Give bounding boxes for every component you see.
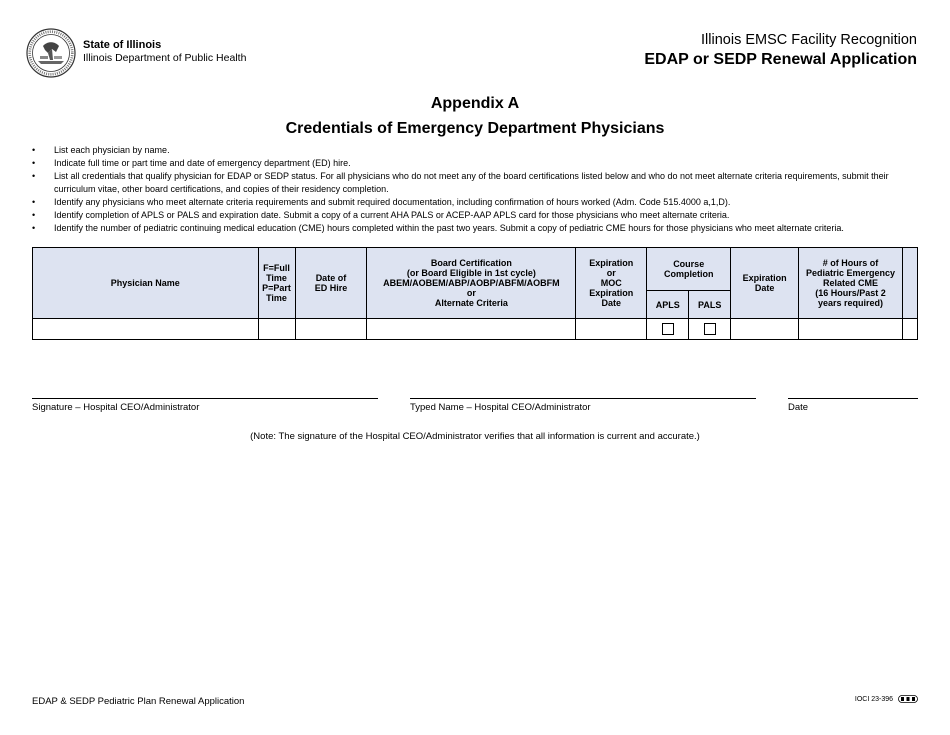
time-status-cell[interactable]: [258, 319, 295, 340]
board-certification-cell[interactable]: [367, 319, 576, 340]
table-row: [33, 319, 918, 340]
pals-cell: [689, 319, 731, 340]
form-title: EDAP or SEDP Renewal Application: [644, 51, 917, 68]
signature-label: Signature – Hospital CEO/Administrator: [32, 402, 200, 413]
physician-name-cell[interactable]: [33, 319, 259, 340]
apls-cell: [647, 319, 689, 340]
instruction-item: • List each physician by name.: [32, 144, 922, 157]
apls-checkbox[interactable]: [662, 323, 674, 335]
program-name: Illinois EMSC Facility Recognition: [701, 32, 917, 48]
department-name: Illinois Department of Public Health: [83, 52, 247, 64]
footer-form-name: EDAP & SEDP Pediatric Plan Renewal Application: [32, 696, 245, 707]
illinois-state-seal: [26, 28, 76, 78]
appendix-title: Appendix A: [430, 95, 520, 112]
instruction-item: • Identify the number of pediatric continuing medical education (CME) hours completed within the past two years. Submit a copy of pediatric CME hours for those physicians who meet alternate criteria.: [32, 222, 922, 235]
date-line[interactable]: [788, 398, 918, 399]
footer-form-code: IOCI 23-396: [855, 695, 918, 703]
col-header-course-expiration: Expiration Date: [731, 248, 799, 319]
spacer-cell: [902, 319, 917, 340]
page-title: Credentials of Emergency Department Physicians: [285, 120, 665, 137]
col-header-apls: APLS: [647, 291, 689, 319]
col-header-pals: PALS: [689, 291, 731, 319]
col-header-physician-name: Physician Name: [33, 248, 259, 319]
signature-note: (Note: The signature of the Hospital CEO/Administrator verifies that all information is current and accurate.): [250, 431, 700, 442]
physician-credentials-table: [32, 247, 918, 340]
col-header-time-status: F=Full Time P=Part Time: [258, 248, 295, 319]
moc-expiration-cell[interactable]: [576, 319, 647, 340]
instructions-list: [32, 144, 922, 235]
agency-name: State of Illinois: [83, 39, 162, 51]
cme-hours-cell[interactable]: [799, 319, 903, 340]
instruction-item: • Identify completion of APLS or PALS and expiration date. Submit a copy of a current AHA PALS or ACEP-AAP APLS card for those physicians who meet alternate criteria.: [32, 209, 922, 222]
date-label: Date: [788, 402, 809, 413]
ed-hire-date-cell[interactable]: [295, 319, 367, 340]
course-expiration-cell[interactable]: [731, 319, 799, 340]
typed-name-label: Typed Name – Hospital CEO/Administrator: [410, 402, 591, 413]
col-header-board-certification: Board Certification (or Board Eligible in 1st cycle) ABEM/AOBEM/ABP/AOBP/ABFM/AOBFM or Alternate Criteria: [367, 248, 576, 319]
signature-line[interactable]: [32, 398, 378, 399]
instruction-item: • List all credentials that qualify physician for EDAP or SEDP status. For all physicians who do not meet any of the board certifications listed below and who do not meet alternate criteria requirements, submit their curriculum vitae, other board certifications, and copies of their residency completion.: [32, 170, 922, 196]
col-header-course-completion: Course Completion: [647, 248, 731, 291]
col-header-moc-expiration: Expiration or MOC Expiration Date: [576, 248, 647, 319]
col-header-spacer: [902, 248, 917, 319]
pals-checkbox[interactable]: [704, 323, 716, 335]
instruction-item: • Indicate full time or part time and date of emergency department (ED) hire.: [32, 157, 922, 170]
col-header-cme-hours: # of Hours of Pediatric Emergency Related CME (16 Hours/Past 2 years required): [799, 248, 903, 319]
col-header-ed-hire-date: Date of ED Hire: [295, 248, 367, 319]
typed-name-line[interactable]: [410, 398, 756, 399]
instruction-item: • Identify any physicians who meet alternate criteria requirements and submit required documentation, including confirmation of hours worked (Adm. Code 515.4000 a,1,D).: [32, 196, 922, 209]
printing-bug-icon: [898, 695, 918, 703]
